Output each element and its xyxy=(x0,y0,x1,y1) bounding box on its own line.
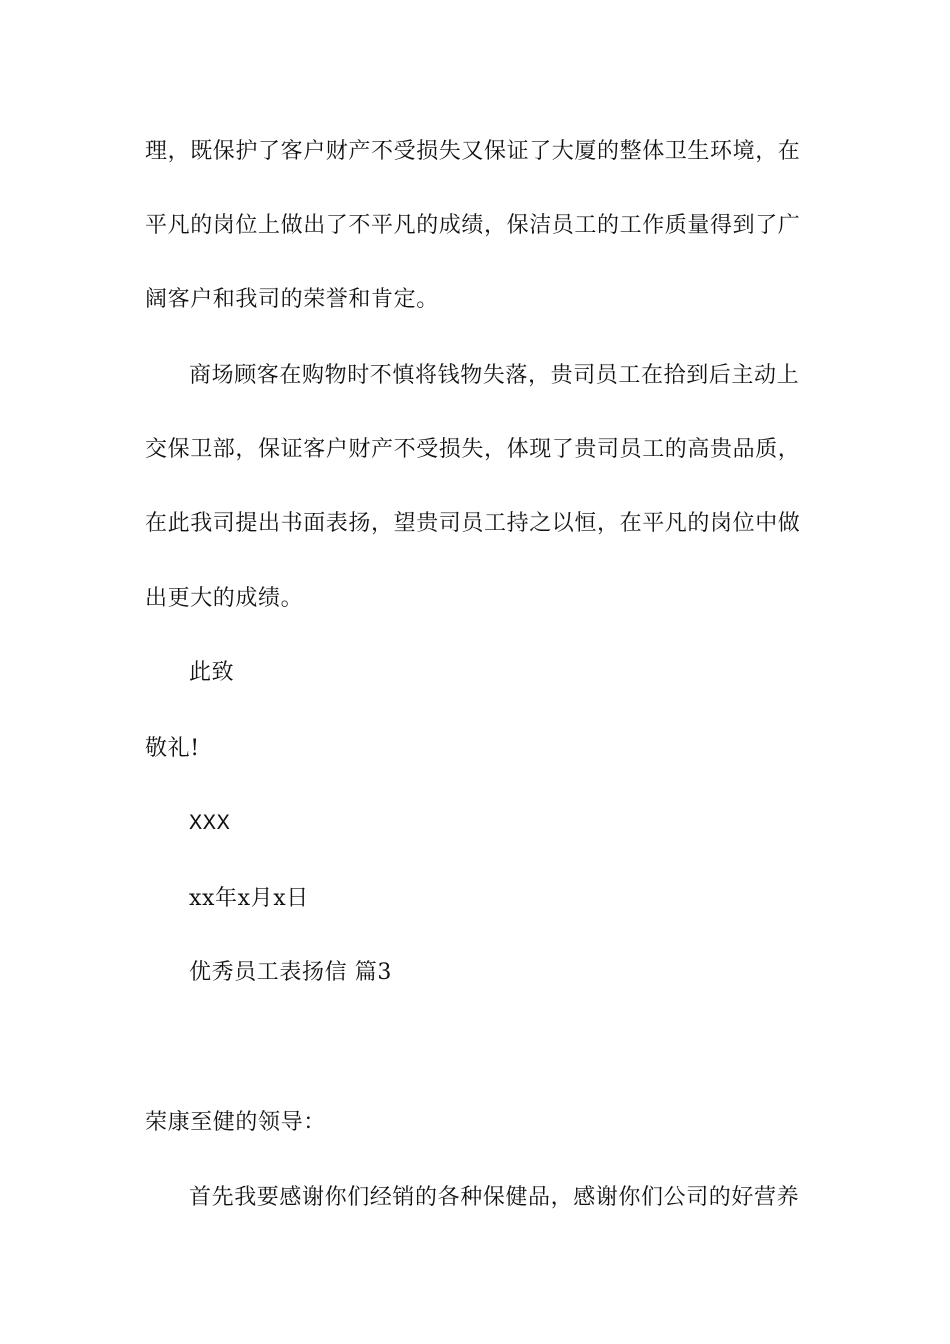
paragraph-2-line-2: 交保卫部，保证客户财产不受损失，体现了贵司员工的高贵品质， xyxy=(145,437,801,462)
signature: XXX xyxy=(189,811,231,836)
closing-greeting: 此致 xyxy=(189,660,235,685)
paragraph-1-line-1: 理，既保护了客户财产不受损失又保证了大厦的整体卫生环境，在 xyxy=(145,139,801,164)
letter-3-addressee: 荣康至健的领导： xyxy=(145,1110,326,1135)
paragraph-2-line-4: 出更大的成绩。 xyxy=(145,586,304,611)
paragraph-2-line-3: 在此我司提出书面表扬，望贵司员工持之以恒，在平凡的岗位中做 xyxy=(145,511,801,536)
date-line: xx年x月x日 xyxy=(189,886,309,911)
paragraph-1-line-2: 平凡的岗位上做出了不平凡的成绩，保洁员工的工作质量得到了广 xyxy=(145,213,801,238)
paragraph-2-line-1: 商场顾客在购物时不慎将钱物失落，贵司员工在拾到后主动上 xyxy=(189,363,800,388)
closing-salute: 敬礼! xyxy=(145,736,200,761)
paragraph-1-line-3: 阔客户和我司的荣誉和肯定。 xyxy=(145,287,439,312)
section-heading: 优秀员工表扬信 篇3 xyxy=(189,960,392,985)
letter-3-line-1: 首先我要感谢你们经销的各种保健品，感谢你们公司的好营养 xyxy=(189,1185,800,1210)
